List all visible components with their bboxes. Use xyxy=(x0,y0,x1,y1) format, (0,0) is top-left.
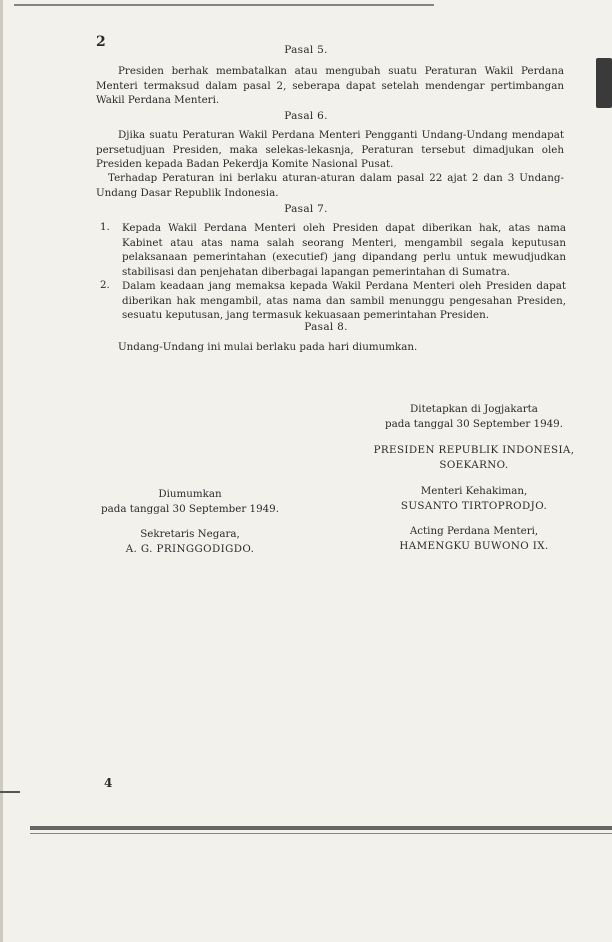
diumumkan-date: pada tanggal 30 September 1949. xyxy=(101,502,279,515)
left-tick-mark xyxy=(0,791,20,793)
top-rule xyxy=(14,4,434,6)
pasal-8-text: Undang-Undang ini mulai berlaku pada hari diumumkan. xyxy=(118,341,418,353)
pasal-6-heading: Pasal 6. xyxy=(284,110,328,122)
pasal-6-text-1: Djika suatu Peraturan Wakil Perdana Menteri Pengganti Undang-Undang mendapat persetudjuan Presiden, maka selekas-lekasnja, Peraturan tersebut dimadjukan oleh Presiden kepada Badan Pekerdja Komite Nasional Pusat. xyxy=(96,129,564,170)
diumumkan-block xyxy=(92,487,288,516)
acting-name: HAMENGKU BUWONO IX. xyxy=(399,539,549,552)
sekretaris-block xyxy=(92,527,288,556)
pasal-7-item-2-number: 2. xyxy=(100,279,110,291)
diumumkan-label: Diumumkan xyxy=(158,488,222,500)
ditetapkan-block xyxy=(370,402,578,431)
page-number: 2 xyxy=(96,34,106,50)
acting-block xyxy=(370,524,578,553)
pasal-7-item-2-text: Dalam keadaan jang memaksa kepada Wakil Perdana Menteri oleh Presiden dapat diberikan hak mengambil, atas nama dan sambil menunggu pengesahan Presiden, sesuatu keputusan, jang termasuk kekuasaan pemerintahan Presiden. xyxy=(122,280,566,321)
pasal-7-item-1-number: 1. xyxy=(100,221,110,233)
pasal-7-item-1-text: Kepada Wakil Perdana Menteri oleh Presiden dapat diberikan hak, atas nama Kabinet atau atas nama salah seorang Menteri, mengambil segala keputusan pelaksanaan pemerintahan (executief) jang dipandang perlu untuk mewudjudkan stabilisasi dan penjehatan diberbagai lapangan pemerintahan di Sumatra. xyxy=(122,222,566,278)
sekretaris-name: A. G. PRINGGODIGDO. xyxy=(125,542,255,555)
menteri-title: Menteri Kehakiman, xyxy=(420,485,528,497)
pasal-5-heading: Pasal 5. xyxy=(284,44,328,56)
sekretaris-title: Sekretaris Negara, xyxy=(140,528,240,540)
menteri-block xyxy=(370,484,578,513)
bottom-mark: 4 xyxy=(104,776,113,790)
pasal-5-text: Presiden berhak membatalkan atau mengubah suatu Peraturan Wakil Perdana Menteri termaksud dalam pasal 2, seberapa dapat setelah mendengar pertimbangan Wakil Perdana Menteri. xyxy=(96,65,564,106)
acting-title: Acting Perdana Menteri, xyxy=(409,525,539,537)
bottom-rule xyxy=(30,826,612,830)
pasal-8-heading: Pasal 8. xyxy=(304,321,348,333)
binding-tab xyxy=(596,58,612,108)
presiden-block xyxy=(360,443,588,472)
ditetapkan-date: pada tanggal 30 September 1949. xyxy=(385,417,563,430)
pasal-7-heading: Pasal 7. xyxy=(284,203,328,215)
page-edge-shadow xyxy=(0,0,3,942)
presiden-name: SOEKARNO. xyxy=(439,458,509,471)
presiden-title: PRESIDEN REPUBLIK INDONESIA, xyxy=(373,444,575,456)
bottom-rule-thin xyxy=(30,833,612,834)
pasal-6-text-2: Terhadap Peraturan ini berlaku aturan-aturan dalam pasal 22 ajat 2 dan 3 Undang-Undang Dasar Republik Indonesia. xyxy=(96,172,564,199)
menteri-name: SUSANTO TIRTOPRODJO. xyxy=(400,499,548,512)
ditetapkan-place: Ditetapkan di Jogjakarta xyxy=(410,403,538,415)
